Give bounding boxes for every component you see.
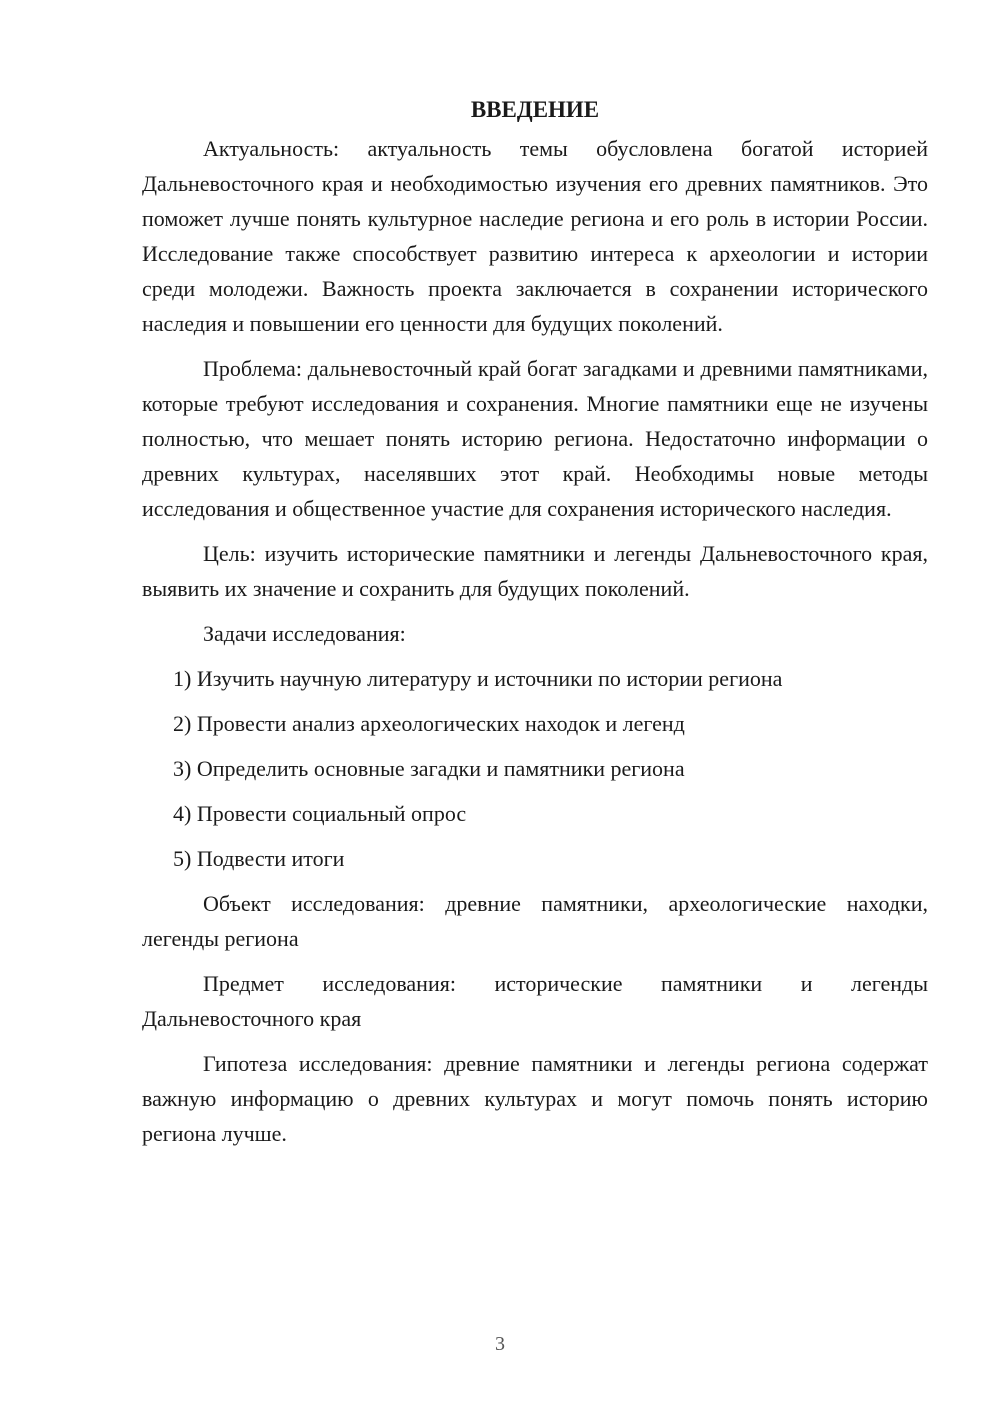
document-page xyxy=(142,92,928,1161)
page-number: 3 xyxy=(495,1333,505,1355)
list-item: 1) Изучить научную литературу и источники по истории региона xyxy=(173,666,783,691)
list-item: 3) Определить основные загадки и памятники региона xyxy=(173,756,685,781)
tasks-heading: Задачи исследования: xyxy=(203,621,406,646)
list-item: 5) Подвести итоги xyxy=(173,846,345,871)
paragraph-subject: Предмет исследования: исторические памятники и легенды Дальневосточного края xyxy=(142,971,928,1031)
tasks-list xyxy=(142,661,928,876)
list-item: 4) Провести социальный опрос xyxy=(173,801,467,826)
paragraph-relevance: Актуальность: актуальность темы обусловлена богатой историей Дальневосточного края и необходимостью изучения его древних памятников. Это поможет лучше понять культурное наследие региона и его роль в истории России. Исследование также способствует развитию интереса к археологии и истории среди молодежи. Важность проекта заключается в сохранении исторического наследия и повышении его ценности для будущих поколений. xyxy=(142,136,928,336)
paragraph-hypothesis: Гипотеза исследования: древние памятники и легенды региона содержат важную информацию о древних культурах и могут помочь понять историю региона лучше. xyxy=(142,1051,928,1146)
paragraph-object: Объект исследования: древние памятники, археологические находки, легенды региона xyxy=(142,891,928,951)
list-item: 2) Провести анализ археологических находок и легенд xyxy=(173,711,685,736)
paragraph-goal: Цель: изучить исторические памятники и легенды Дальневосточного края, выявить их значение и сохранить для будущих поколений. xyxy=(142,541,928,601)
page-title: ВВЕДЕНИЕ xyxy=(470,97,600,122)
paragraph-problem: Проблема: дальневосточный край богат загадками и древними памятниками, которые требуют исследования и сохранения. Многие памятники еще не изучены полностью, что мешает понять историю региона. Недостаточно информации о древних культурах, населявших этот край. Необходимы новые методы исследования и общественное участие для сохранения исторического наследия. xyxy=(142,356,928,521)
